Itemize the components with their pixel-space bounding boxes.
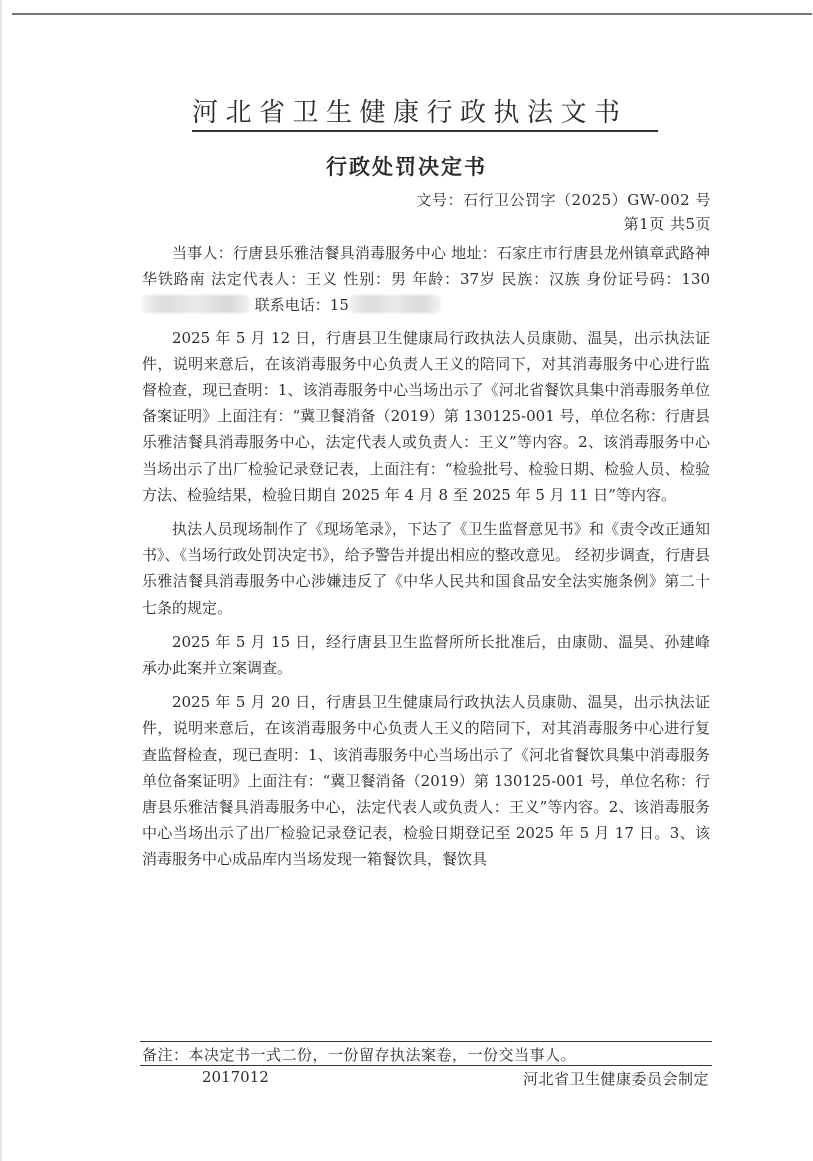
paragraph-onsite-record: 执法人员现场制作了《现场笔录》，下达了《卫生监督意见书》和《责令改正通知书》、《当场行政处罚决定书》，给予警告并提出相应的整改意见。 经初步调查，行唐县乐雅洁餐具消毒服务中心涉嫌违反了《中华人民共和国食品安全法实施条例》第二十七条的规定。 bbox=[142, 520, 710, 617]
document-number: 文号：石行卫公罚字（2025）GW-002 号 bbox=[416, 191, 711, 209]
page-indicator: 第1页 共5页 bbox=[623, 215, 711, 233]
form-code: 2017012 bbox=[202, 1068, 269, 1086]
party-info bbox=[142, 240, 710, 319]
paragraph-inspection-0512: 2025 年 5 月 12 日，行唐县卫生健康局行政执法人员康勋、温昊，出示执法证件，说明来意后，在该消毒服务中心负责人王义的陪同下，对其消毒服务中心进行监督检查，现已查明：1、该消毒服务中心当场出示了《河北省餐饮具集中消毒服务单位备案证明》上面注有：“冀卫餐消备（2019）第 130125-001 号，单位名称：行唐县乐雅洁餐具消毒服务中心，法定代表人或负责人：王义”等内容。2、该消毒服务中心当场出示了出厂检验记录登记表，上面注有：“检验批号、检验日期、检验人员、检验方法、检验结果，检验日期自 2025 年 4 月 8 至 2025 年 5 月 11 日”等内容。 bbox=[142, 328, 710, 504]
paragraph-inspection-0520: 2025 年 5 月 20 日，行唐县卫生健康局行政执法人员康勋、温昊，出示执法证件，说明来意后，在该消毒服务中心负责人王义的陪同下，对其消毒服务中心进行复查监督检查，现已查明：1、该消毒服务中心当场出示了《河北省餐饮具集中消毒服务单位备案证明》上面注有：“冀卫餐消备（2019）第 130125-001 号，单位名称：行唐县乐雅洁餐具消毒服务中心，法定代表人或负责人：王义”等内容。2、该消毒服务中心当场出示了出厂检验记录登记表，检验日期登记至 2025 年 5 月 17 日。3、该消毒服务中心成品库内当场发现一箱餐饮具，餐饮具 bbox=[142, 693, 710, 869]
footer-note: 备注：本决定书一式二份，一份留存执法案卷，一份交当事人。 bbox=[142, 1046, 577, 1064]
form-issuer: 河北省卫生健康委员会制定 bbox=[522, 1070, 709, 1088]
document-body bbox=[142, 240, 710, 881]
phone-label: 联系电话： bbox=[254, 296, 330, 315]
footer-rule-bottom bbox=[140, 1065, 712, 1066]
document-title: 行政处罚决定书 bbox=[326, 154, 487, 179]
redacted-id-number bbox=[142, 295, 250, 313]
phone-prefix: 15 bbox=[329, 296, 349, 315]
id-number-prefix: 130 bbox=[681, 270, 710, 289]
party-details: 当事人：行唐县乐雅洁餐具消毒服务中心 地址：石家庄市行唐县龙州镇章武路神华铁路南 法定代表人：王义 性别：男 年龄：37岁 民族：汉族 身份证号码： bbox=[142, 244, 710, 289]
footer-rule-top bbox=[140, 1041, 712, 1042]
paragraph-case-filing: 2025 年 5 月 15 日，经行唐县卫生监督所所长批准后，由康勋、温昊、孙建峰承办此案并立案调查。 bbox=[142, 632, 710, 678]
redacted-phone-number bbox=[349, 295, 441, 313]
document-header: 河北省卫生健康行政执法文书 bbox=[192, 98, 658, 132]
top-rule bbox=[12, 13, 812, 15]
